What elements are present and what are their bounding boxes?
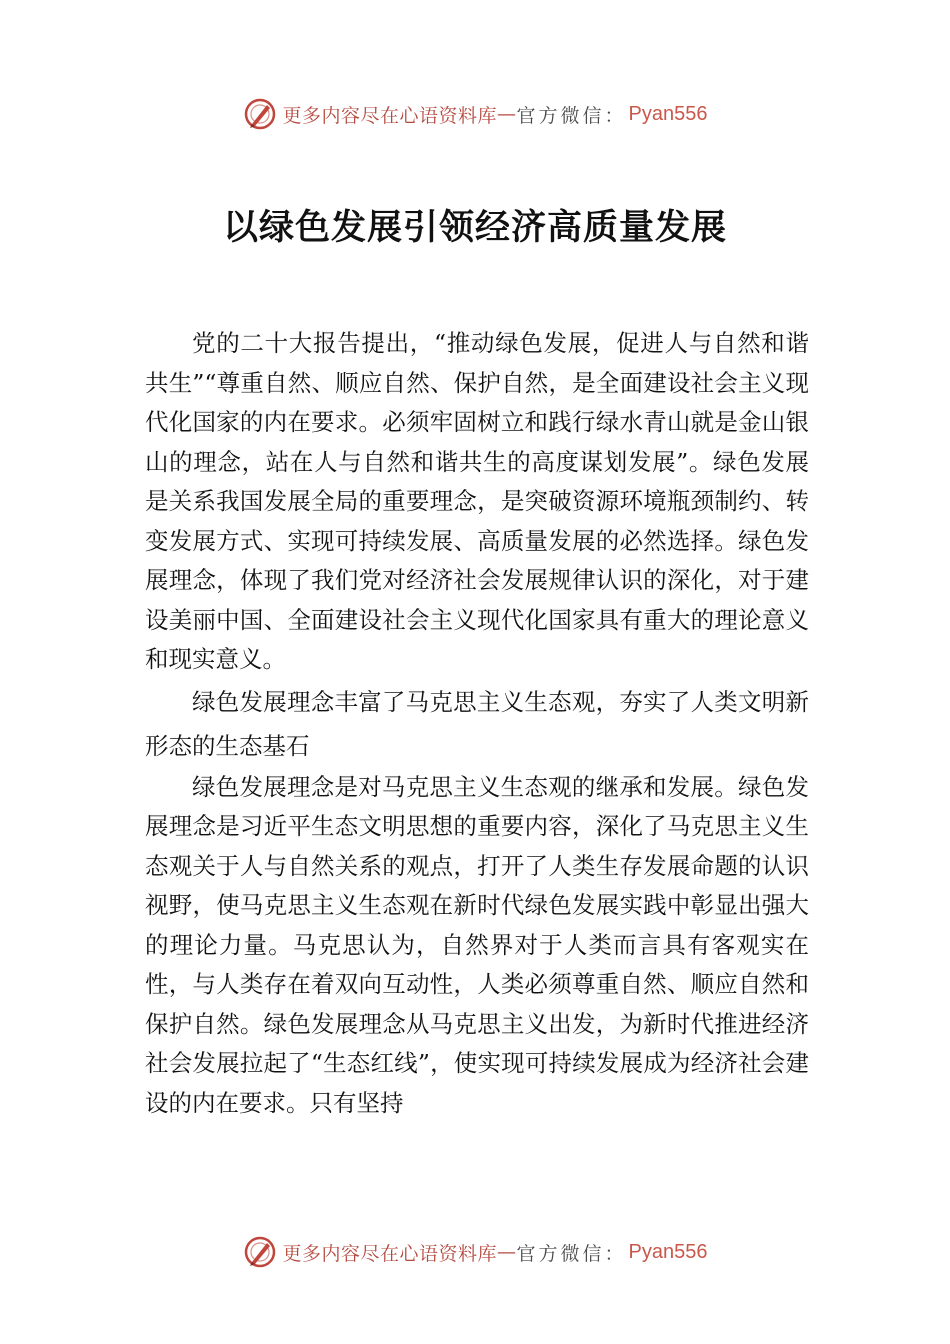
header-watermark (0, 94, 950, 134)
wechat-id: Pyan556 (628, 102, 708, 125)
pen-seal-logo-icon (243, 1235, 277, 1269)
document-body (145, 324, 809, 1123)
paragraph-marxism: 绿色发展理念是对马克思主义生态观的继承和发展。绿色发展理念是习近平生态文明思想的重要内容，深化了马克思主义生态观关于人与自然关系的观点，打开了人类生存发展命题的认识视野，使马克思主义生态观在新时代绿色发展实践中彰显出强大的理论力量。马克思认为，自然界对于人类而言具有客观实在性，与人类存在着双向互动性，人类必须尊重自然、顺应自然和保护自然。绿色发展理念从马克思主义出发，为新时代推进经济社会发展拉起了“生态红线”，使实现可持续发展成为经济社会建设的内在要求。只有坚持 (145, 772, 809, 1117)
paragraph-intro: 党的二十大报告提出，“推动绿色发展，促进人与自然和谐共生”“尊重自然、顺应自然、保护自然，是全面建设社会主义现代化国家的内在要求。必须牢固树立和践行绿水青山就是金山银山的理念，站在人与自然和谐共生的高度谋划发展”。绿色发展是关系我国发展全局的重要理念，是突破资源环境瓶颈制约、转变发展方式、实现可持续发展、高质量发展的必然选择。绿色发展理念，体现了我们党对经济社会发展规律认识的深化，对于建设美丽中国、全面建设社会主义现代化国家具有重大的理论意义和现实意义。 (145, 329, 809, 673)
brand-text: 更多内容尽在心语资料库 (282, 104, 498, 127)
pen-seal-logo-icon (243, 97, 277, 131)
wechat-id: Pyan556 (628, 1240, 708, 1263)
brand-text: 更多内容尽在心语资料库 (282, 1242, 498, 1265)
wechat-label: 官方微信： (516, 104, 627, 127)
brand-dash: — (497, 1241, 517, 1263)
footer-watermark (0, 1232, 950, 1272)
wechat-label: 官方微信： (516, 1242, 627, 1265)
paragraph-subheading: 绿色发展理念丰富了马克思主义生态观，夯实了人类文明新形态的生态基石 (145, 687, 809, 760)
brand-dash: — (497, 103, 517, 125)
document-title: 以绿色发展引领经济高质量发展 (222, 207, 727, 248)
